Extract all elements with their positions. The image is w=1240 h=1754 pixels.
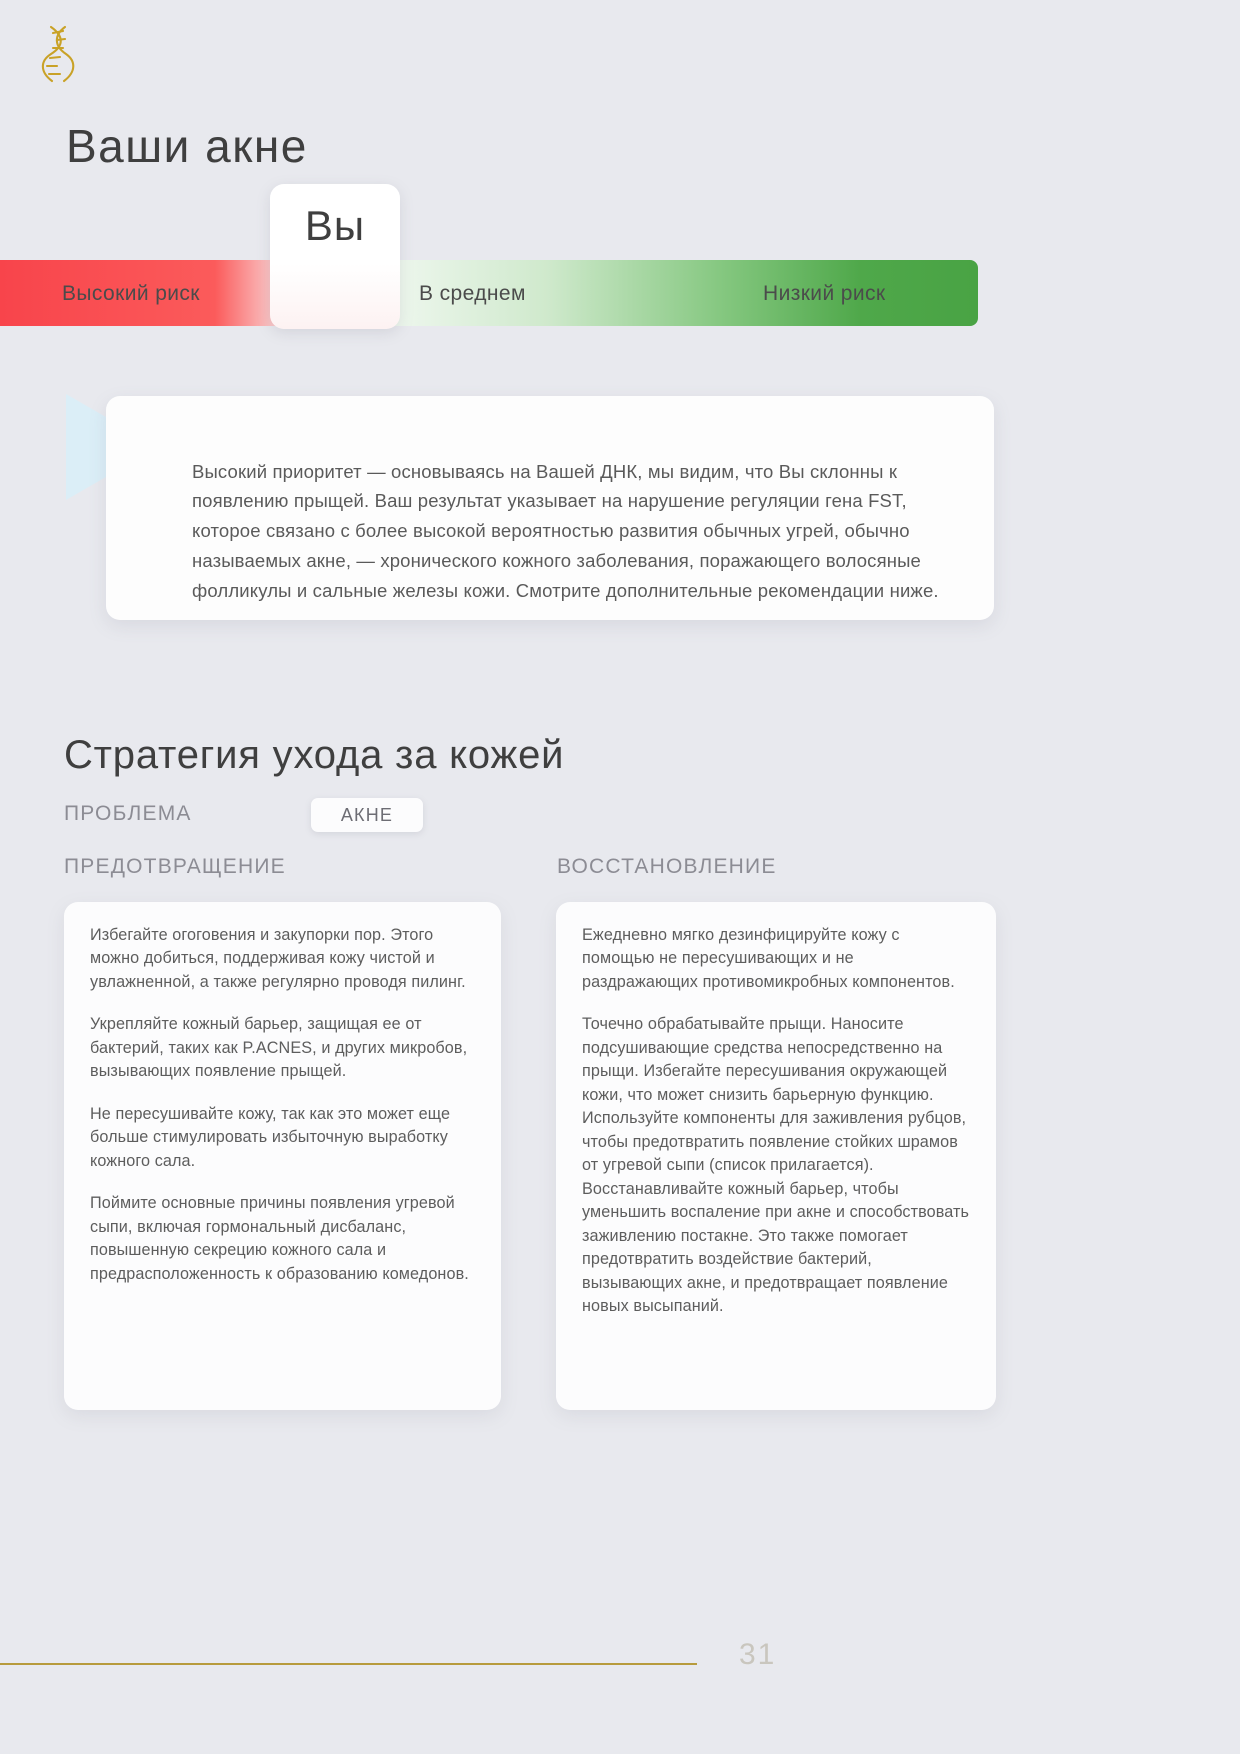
prevention-card-body xyxy=(90,924,479,1286)
page-number: 31 xyxy=(739,1638,777,1671)
risk-label-average: В среднем xyxy=(419,282,526,305)
section-title: Стратегия ухода за кожей xyxy=(64,733,565,778)
prevention-paragraph: Избегайте огоговения и закупорки пор. Этого можно добиться, поддерживая кожу чистой и увлажненной, а также регулярно проводя пилинг. xyxy=(90,926,466,991)
column-header-prevention: ПРЕДОТВРАЩЕНИЕ xyxy=(64,855,286,878)
prevention-paragraph: Поймите основные причины появления угревой сыпи, включая гормональный дисбаланс, повышенную секрецию кожного сала и предрасположенность к образованию комедонов. xyxy=(90,1194,469,1283)
recovery-paragraph: Ежедневно мягко дезинфицируйте кожу с помощью не пересушивающих и не раздражающих противомикробных компонентов. xyxy=(582,926,955,991)
prevention-card xyxy=(64,902,501,1410)
dna-helix-icon xyxy=(38,24,78,84)
prevention-paragraph: Не пересушивайте кожу, так как это может еще больше стимулировать избыточную выработку кожного сала. xyxy=(90,1104,451,1170)
footer-divider xyxy=(0,1663,697,1665)
risk-scale xyxy=(0,202,978,326)
problem-chip-label: АКНЕ xyxy=(340,804,394,825)
recovery-card xyxy=(556,902,996,1410)
problem-chip xyxy=(311,798,423,832)
callout-text: Высокий приоритет — основываясь на Вашей ДНК, мы видим, что Вы склонны к появлению прыщей. Ваш результат указывает на нарушение регуляции гена FST, которое связано с более высокой вероятностью развития обычных угрей, обычно называемых акне, — хронического кожного заболевания, поражающего волосяные фолликулы и сальные железы кожи. Смотрите дополнительные рекомендации ниже. xyxy=(192,460,939,602)
you-marker-label: Вы xyxy=(304,202,366,249)
you-marker xyxy=(270,184,400,329)
problem-label: ПРОБЛЕМА xyxy=(64,802,192,825)
recovery-paragraph: Точечно обрабатывайте прыщи. Наносите подсушивающие средства непосредственно на прыщи. Избегайте пересушивания окружающей кожи, что может снизить барьерную функцию. Используйте компоненты для заживления рубцов, чтобы предотвратить появление стойких шрамов от угревой сыпи (список прилагается). Восстанавливайте кожный барьер, чтобы уменьшить воспаление при акне и способствовать заживлению постакне. Это также помогает предотвратить воздействие бактерий, вызывающих акне, и предотвращает появление новых высыпаний. xyxy=(582,1015,970,1316)
prevention-paragraph: Укрепляйте кожный барьер, защищая ее от бактерий, таких как P.ACNES, и других микробов, вызывающих появление прыщей. xyxy=(90,1015,468,1081)
risk-gradient-bar xyxy=(0,260,978,326)
risk-label-high: Высокий риск xyxy=(62,282,200,305)
recovery-card-body xyxy=(582,924,974,1319)
column-header-recovery: ВОССТАНОВЛЕНИЕ xyxy=(557,855,777,878)
risk-label-low: Низкий риск xyxy=(763,282,886,305)
page-title: Ваши акне xyxy=(66,119,308,172)
callout-card xyxy=(106,396,994,620)
